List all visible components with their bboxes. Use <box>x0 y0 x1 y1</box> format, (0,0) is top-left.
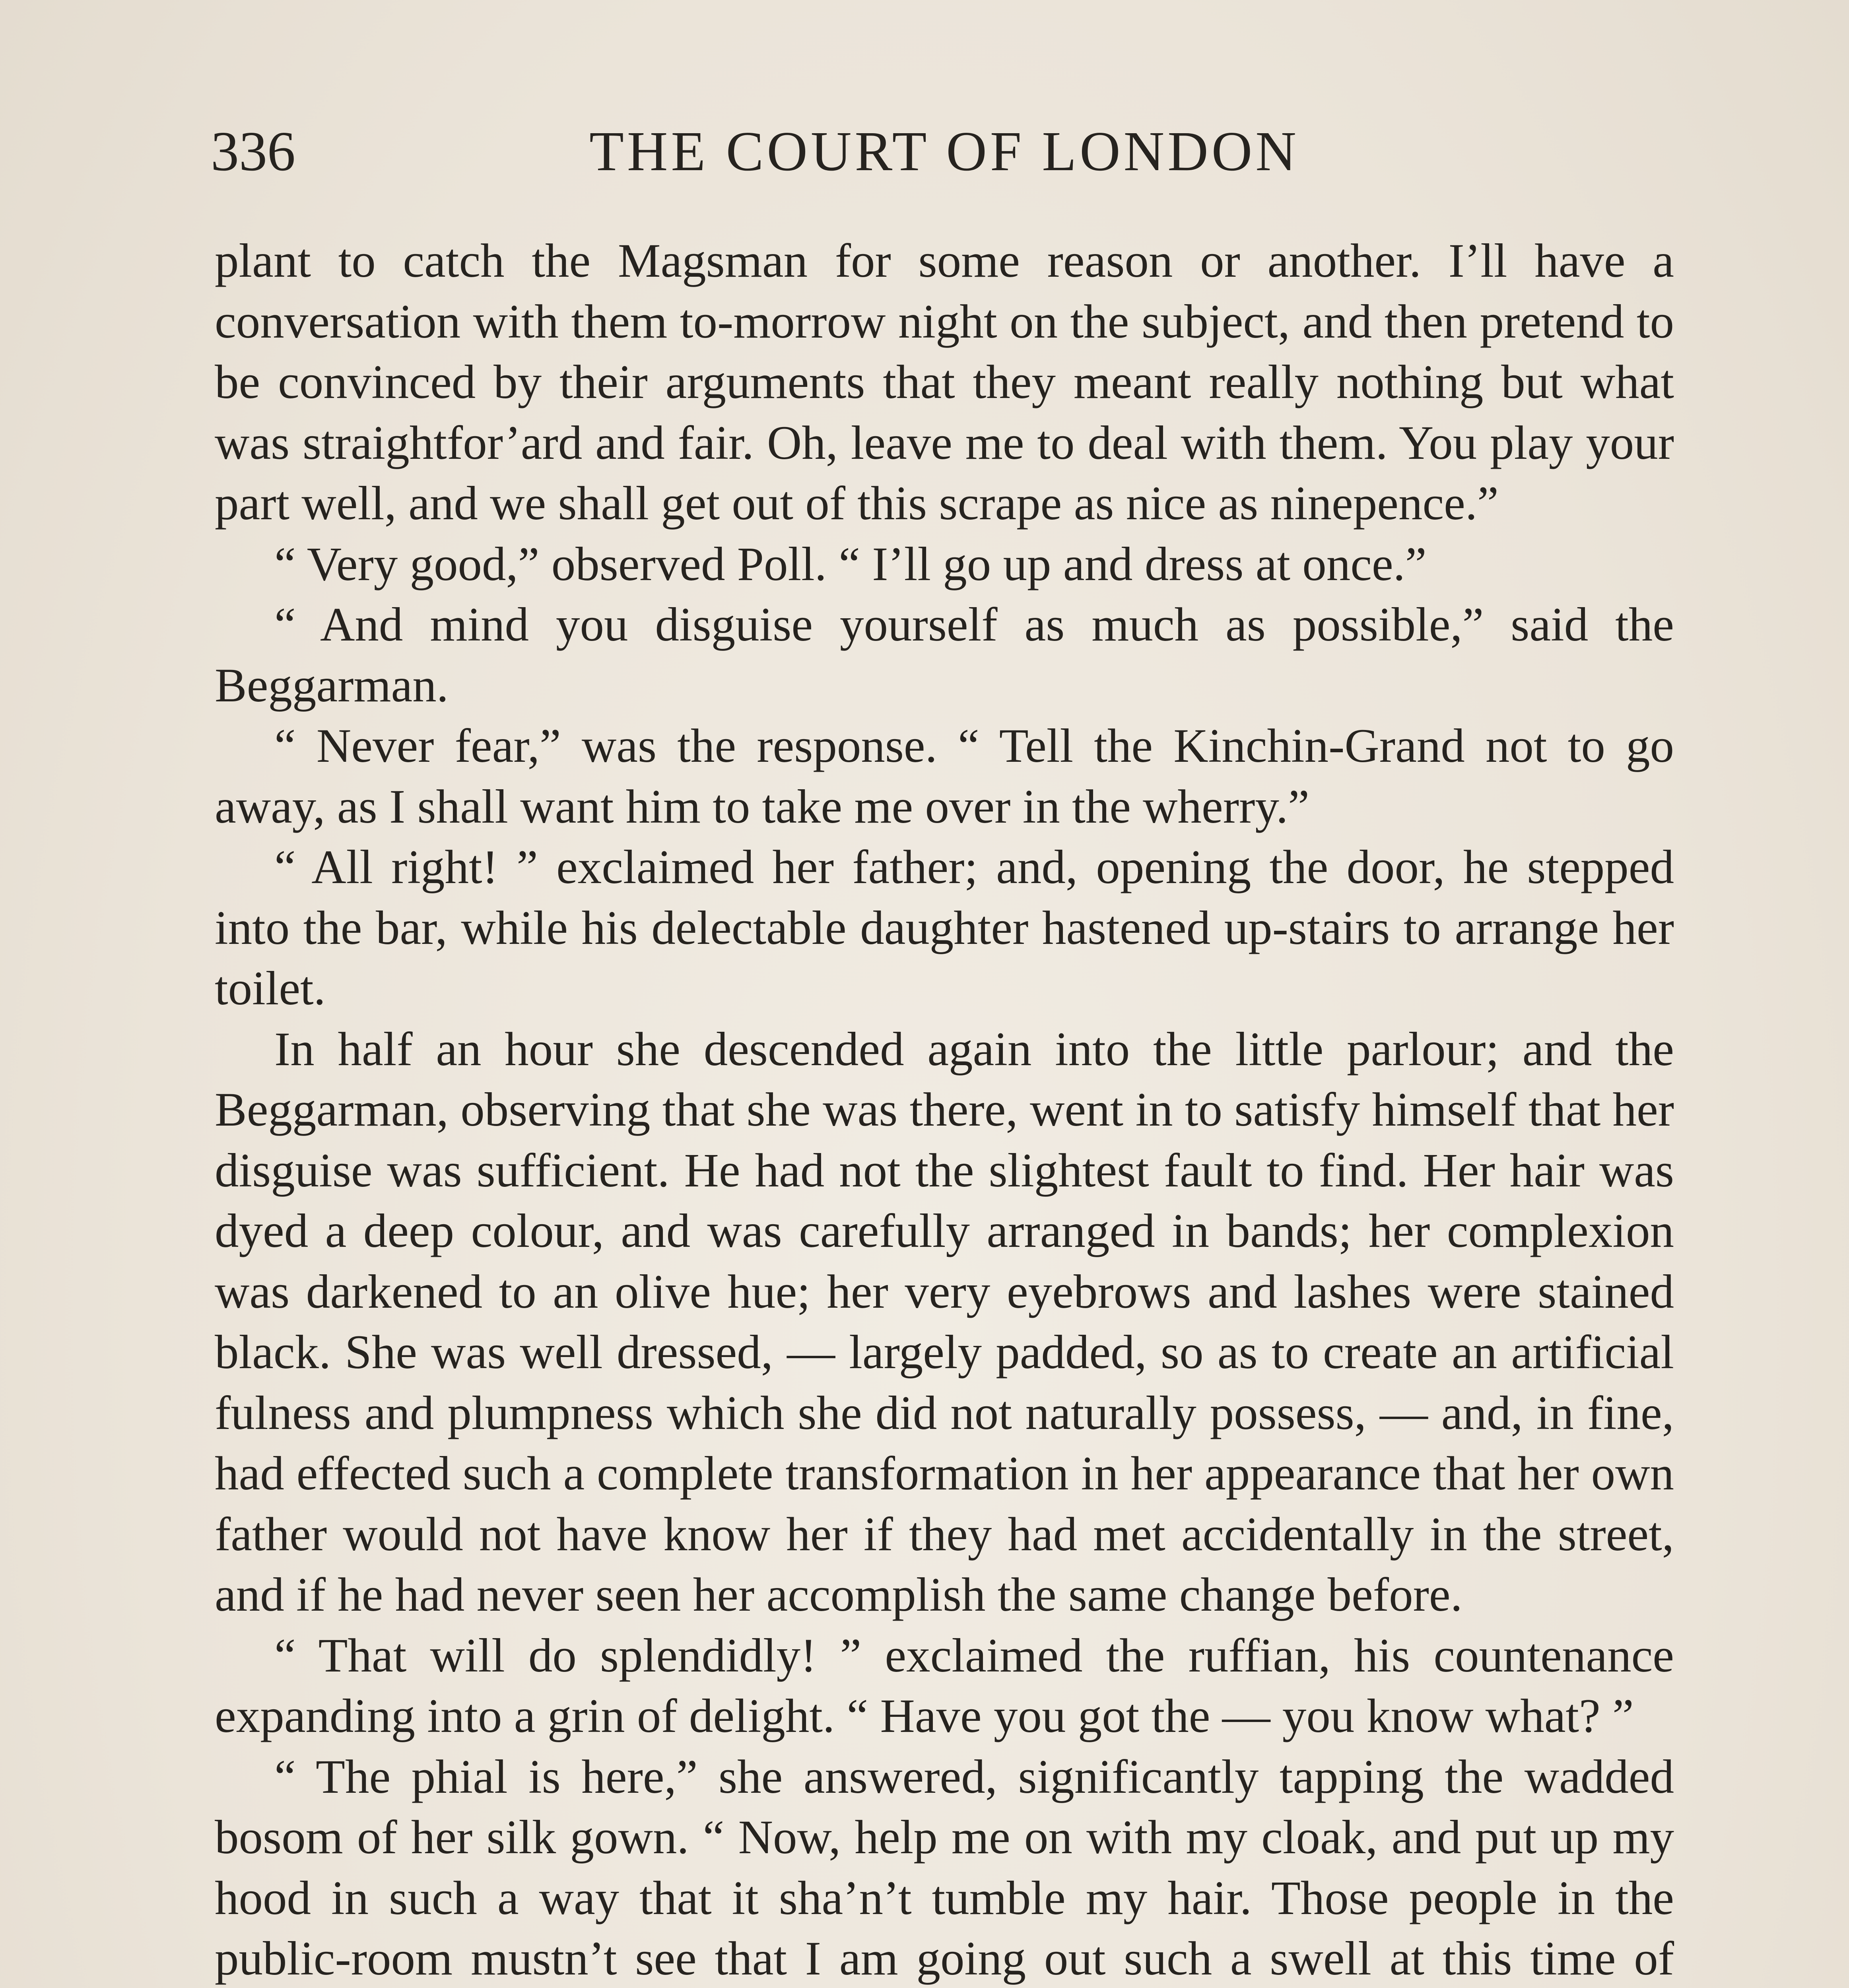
paragraph: In half an hour she descended again into the little parlour; and the Beggarman, observing that she was there, went in to satisfy himself that her disguise was sufficient. He had not the slightest fault to find. Her hair was dyed a deep colour, and was carefully arranged in bands; her complexion was darkened to an olive hue; her very eyebrows and lashes were stained black. She was well dressed, — largely padded, so as to create an artificial fulness and plumpness which she did not naturally possess, — and, in fine, had effected such a complete transformation in her appearance that her own father would not have know her if they had met accidentally in the street, and if he had never seen her accomplish the same change before. <box>215 1022 1674 1621</box>
paragraph: “ All right! ” exclaimed her father; and, opening the door, he stepped into the bar, while his delectable daughter hastened up-stairs to arrange her toilet. <box>215 841 1674 1015</box>
paragraph: plant to catch the Magsman for some reason or another. I’ll have a conversation with them to-morrow night on the subject, and then pretend to be convinced by their arguments that they meant really nothing but what was straightfor’ard and fair. Oh, leave me to deal with them. You play your part well, and we shall get out of this scrape as nice as ninepence.” <box>215 234 1674 530</box>
paragraph: “ Very good,” observed Poll. “ I’ll go up and dress at once.” <box>274 537 1427 591</box>
paragraph: “ The phial is here,” she answered, significantly tapping the wadded bosom of her silk gown. “ Now, help me on with my cloak, and put up my hood in such a way that it sha’n’t tumble my hair. Those people in the public-room mustn’t see that I am going out such a swell at this time of <box>215 1750 1674 1985</box>
page-number: 336 <box>211 120 295 182</box>
paragraph: “ That will do splendidly! ” exclaimed the ruffian, his countenance expanding into a grin of delight. “ Have you got the — you know what? ” <box>215 1629 1674 1743</box>
paragraph: “ And mind you disguise yourself as much as possible,” said the Beggarman. <box>215 598 1674 712</box>
body-text <box>215 231 1674 1988</box>
paragraph: “ Never fear,” was the response. “ Tell the Kinchin-Grand not to go away, as I shall want him to take me over in the wherry.” <box>215 719 1674 833</box>
running-head: THE COURT OF LONDON <box>589 120 1299 182</box>
page-header <box>211 115 1678 187</box>
